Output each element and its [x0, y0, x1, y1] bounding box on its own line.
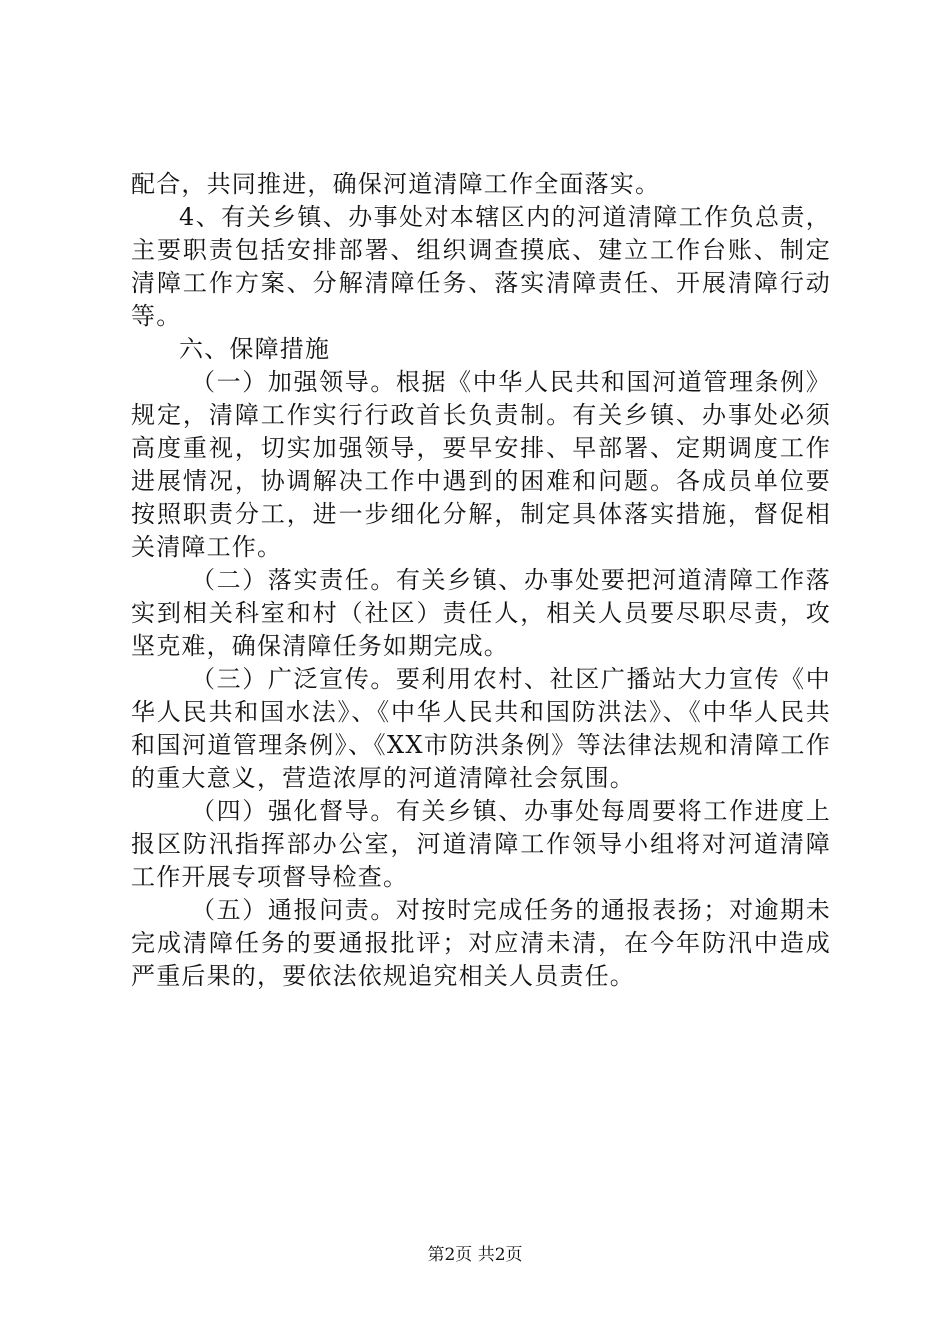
- paragraph-item-4: 4、有关乡镇、办事处对本辖区内的河道清障工作负总责，主要职责包括安排部署、组织调查摸底、建立工作台账、制定清障工作方案、分解清障任务、落实清障责任、开展清障行动等。: [131, 203, 831, 330]
- section-heading-safeguards: 六、保障措施: [179, 335, 331, 363]
- paragraph-accountability: （五）通报问责。对按时完成任务的通报表扬；对逾期未完成清障任务的要通报批评；对应清未清，在今年防汛中造成严重后果的，要依法依规追究相关人员责任。: [131, 896, 831, 990]
- paragraph-publicity: （三）广泛宣传。要利用农村、社区广播站大力宣传《中华人民共和国水法》、《中华人民共和国防洪法》、《中华人民共和国河道管理条例》、《XX市防洪条例》等法律法规和清障工作的重大意义，营造浓厚的河道清障社会氛围。: [131, 665, 831, 792]
- document-body: [131, 168, 831, 993]
- paragraph-supervision: （四）强化督导。有关乡镇、办事处每周要将工作进度上报区防汛指挥部办公室，河道清障工作领导小组将对河道清障工作开展专项督导检查。: [131, 797, 831, 891]
- paragraph-implement-responsibility: （二）落实责任。有关乡镇、办事处要把河道清障工作落实到相关科室和村（社区）责任人，相关人员要尽职尽责，攻坚克难，确保清障任务如期完成。: [131, 566, 831, 660]
- page-number-footer: 第2页 共2页: [427, 1245, 523, 1265]
- paragraph-continuation: 配合，共同推进，确保河道清障工作全面落实。: [131, 170, 661, 198]
- paragraph-strengthen-leadership: （一）加强领导。根据《中华人民共和国河道管理条例》规定，清障工作实行行政首长负责制。有关乡镇、办事处必须高度重视，切实加强领导，要早安排、早部署、定期调度工作进展情况，协调解决工作中遇到的困难和问题。各成员单位要按照职责分工，进一步细化分解，制定具体落实措施，督促相关清障工作。: [131, 368, 831, 561]
